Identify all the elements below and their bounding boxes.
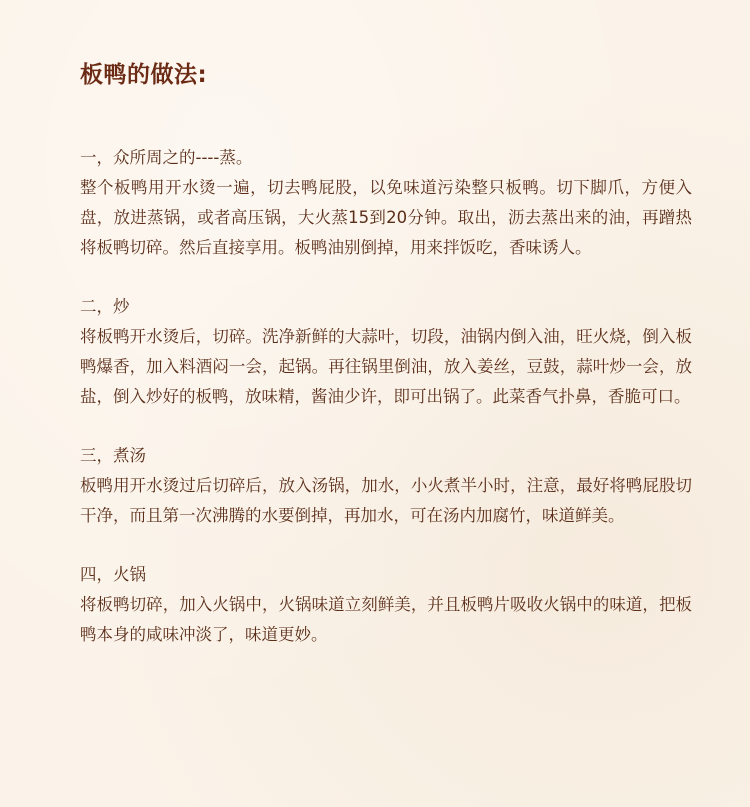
recipe-sections bbox=[80, 143, 692, 679]
section-steam bbox=[80, 143, 692, 263]
section-heading: 一，众所周之的----蒸。 bbox=[80, 148, 253, 167]
section-heading: 四，火锅 bbox=[80, 565, 146, 584]
section-heading: 二，炒 bbox=[80, 297, 130, 316]
page-title: 板鸭的做法: bbox=[80, 62, 208, 88]
section-stir-fry bbox=[80, 292, 692, 412]
section-body: 将板鸭切碎，加入火锅中，火锅味道立刻鲜美，并且板鸭片吸收火锅中的味道，把板鸭本身的咸味冲淡了，味道更妙。 bbox=[80, 595, 692, 644]
section-body: 将板鸭开水烫后，切碎。洗净新鲜的大蒜叶，切段，油锅内倒入油，旺火烧，倒入板鸭爆香，加入料酒闷一会，起锅。再往锅里倒油，放入姜丝，豆鼓，蒜叶炒一会，放盐，倒入炒好的板鸭，放味精，酱油少许，即可出锅了。此菜香气扑鼻，香脆可口。 bbox=[80, 327, 692, 406]
section-body: 整个板鸭用开水烫一遍，切去鸭屁股，以免味道污染整只板鸭。切下脚爪，方便入盘，放进蒸锅，或者高压锅，大火蒸15到20分钟。取出，沥去蒸出来的油，再蹭热将板鸭切碎。然后直接享用。板鸭油别倒掉，用来拌饭吃，香味诱人。 bbox=[80, 178, 692, 257]
section-soup bbox=[80, 441, 692, 531]
section-hotpot bbox=[80, 560, 692, 650]
section-heading: 三，煮汤 bbox=[80, 446, 146, 465]
section-body: 板鸭用开水烫过后切碎后，放入汤锅，加水，小火煮半小时，注意，最好将鸭屁股切干净，而且第一次沸腾的水要倒掉，再加水，可在汤内加腐竹，味道鲜美。 bbox=[80, 476, 692, 525]
